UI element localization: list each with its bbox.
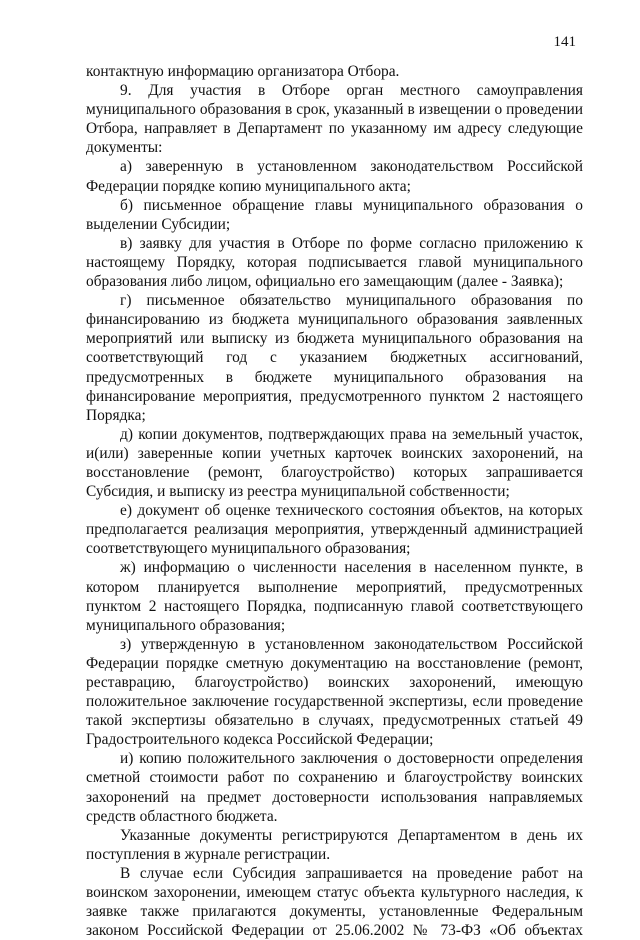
list-item-g: г) письменное обязательство муниципального образования по финансированию из бюджета муниципального образования заявленных мероприятий или выписку из бюджета муниципального образования на соответствующий год с указанием бюджетных ассигнований, предусмотренных в бюджете муниципального образования на финансирование мероприятия, предусмотренного пунктом 2 настоящего Порядка; [86, 292, 583, 424]
paragraph-continuation: контактную информацию организатора Отбора. [86, 63, 400, 80]
paragraph-cultural-heritage: В случае если Субсидия запрашивается на проведение работ на воинском захоронении, имеющем статус объекта культурного наследия, к заявке также прилагаются документы, установленные Федеральным законом Российской Федерации от 25.06.2002 № 73-ФЗ «Об объектах [86, 864, 583, 940]
list-item-z: з) утвержденную в установленном законодательством Российской Федерации порядке сметную документацию на восстановление (ремонт, реставрацию, благоустройство) воинских захоронений, имеющую положительное заключение государственной экспертизы, если проведение такой экспертизы обязательно в случаях, предусмотренных статьей 49 Градостроительного кодекса Российской Федерации; [86, 635, 583, 749]
list-item-a: а) заверенную в установленном законодательством Российской Федерации порядке копию муниципального акта; [86, 158, 583, 195]
page-number: 141 [553, 34, 576, 50]
list-item-e: е) документ об оценке технического состояния объектов, на которых предполагается реализация мероприятия, утвержденный администрацией соответствующего муниципального образования; [86, 502, 583, 558]
list-item-d: д) копии документов, подтверждающих права на земельный участок, и(или) заверенные копии учетных карточек воинских захоронений, на восстановление (ремонт, благоустройство) которых запрашивается Субсидия, и выписку из реестра муниципальной собственности; [86, 425, 583, 501]
list-item-v: в) заявку для участия в Отборе по форме согласно приложению к настоящему Порядку, которая подписывается главой муниципального образования либо лицом, официально его замещающим (далее - Заявка); [86, 234, 583, 291]
document-body [86, 62, 583, 940]
list-item-zh: ж) информацию о численности населения в населенном пункте, в котором планируется выполнение мероприятий, предусмотренных пунктом 2 настоящего Порядка, подписанную главой соответствующего муниципального образования; [86, 559, 583, 634]
paragraph-item-9: 9. Для участия в Отборе орган местного самоуправления муниципального образования в срок, указанный в извещении о проведении Отбора, направляет в Департамент по указанному им адресу следующие документы: [86, 82, 583, 157]
paragraph-registration: Указанные документы регистрируются Департаментом в день их поступления в журнале регистрации. [86, 826, 583, 863]
list-item-b: б) письменное обращение главы муниципального образования о выделении Субсидии; [86, 196, 583, 233]
list-item-i: и) копию положительного заключения о достоверности определения сметной стоимости работ по сохранению и благоустройству воинских захоронений на предмет достоверности использования направляемых средств областного бюджета. [86, 750, 583, 825]
